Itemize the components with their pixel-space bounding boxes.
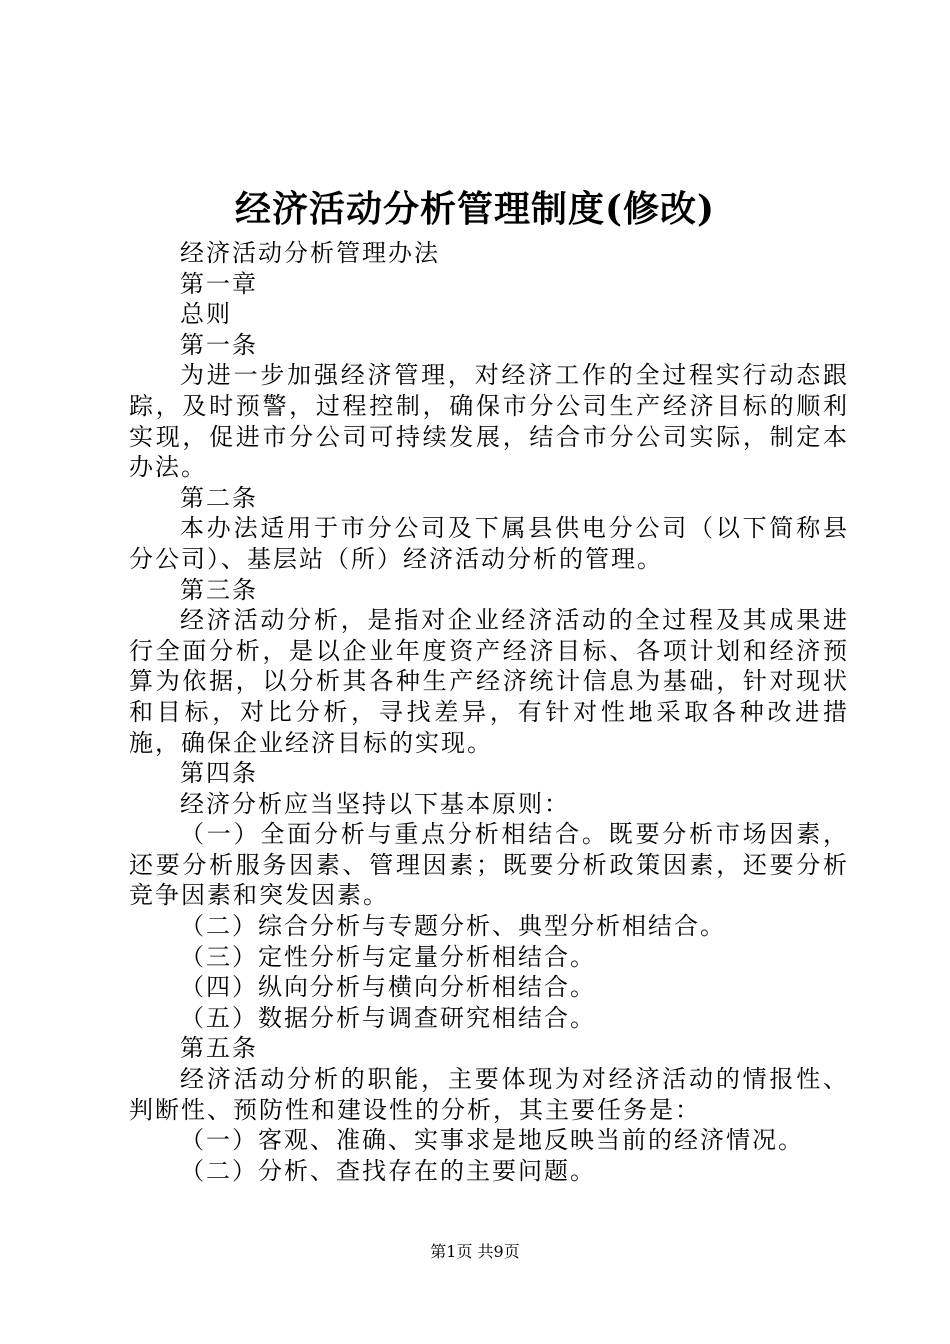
list-item: （二）综合分析与专题分析、典型分析相结合。 bbox=[180, 912, 726, 941]
article-heading: 第一条 bbox=[180, 330, 258, 359]
body-paragraph: 经济分析应当坚持以下基本原则： bbox=[180, 789, 570, 818]
document-title: 经济活动分析管理制度(修改) bbox=[234, 188, 716, 230]
list-item: （二）分析、查找存在的主要问题。 bbox=[180, 1156, 596, 1185]
article-heading: 第五条 bbox=[180, 1034, 258, 1063]
list-item: （五）数据分析与调查研究相结合。 bbox=[180, 1003, 596, 1032]
article-heading: 第三条 bbox=[180, 575, 258, 604]
body-paragraph: 本办法适用于市分公司及下属县供电分公司（以下简称县分公司）、基层站（所）经济活动分析的管理。 bbox=[129, 514, 849, 573]
document-body bbox=[129, 238, 849, 1186]
chapter-subtitle: 总则 bbox=[180, 300, 232, 329]
article-heading: 第四条 bbox=[180, 759, 258, 788]
page-footer: 第1页 共9页 bbox=[430, 1242, 520, 1261]
list-item: （一）客观、准确、实事求是地反映当前的经济情况。 bbox=[180, 1126, 804, 1155]
body-paragraph: 为进一步加强经济管理，对经济工作的全过程实行动态跟踪，及时预警，过程控制，确保市分公司生产经济目标的顺利实现，促进市分公司可持续发展，结合市分公司实际，制定本办法。 bbox=[129, 361, 849, 482]
body-paragraph: 经济活动分析的职能，主要体现为对经济活动的情报性、判断性、预防性和建设性的分析，其主要任务是： bbox=[129, 1065, 849, 1124]
list-item: （一）全面分析与重点分析相结合。既要分析市场因素，还要分析服务因素、管理因素；既要分析政策因素，还要分析竞争因素和突发因素。 bbox=[129, 820, 849, 910]
list-item: （四）纵向分析与横向分析相结合。 bbox=[180, 973, 596, 1002]
body-paragraph: 经济活动分析管理办法 bbox=[180, 239, 440, 267]
list-item: （三）定性分析与定量分析相结合。 bbox=[180, 942, 596, 971]
chapter-heading: 第一章 bbox=[180, 269, 258, 298]
article-heading: 第二条 bbox=[180, 483, 258, 512]
body-paragraph: 经济活动分析，是指对企业经济活动的全过程及其成果进行全面分析，是以企业年度资产经济目标、各项计划和经济预算为依据，以分析其各种生产经济统计信息为基础，针对现状和目标，对比分析，寻找差异，有针对性地采取各种改进措施，确保企业经济目标的实现。 bbox=[129, 606, 849, 757]
